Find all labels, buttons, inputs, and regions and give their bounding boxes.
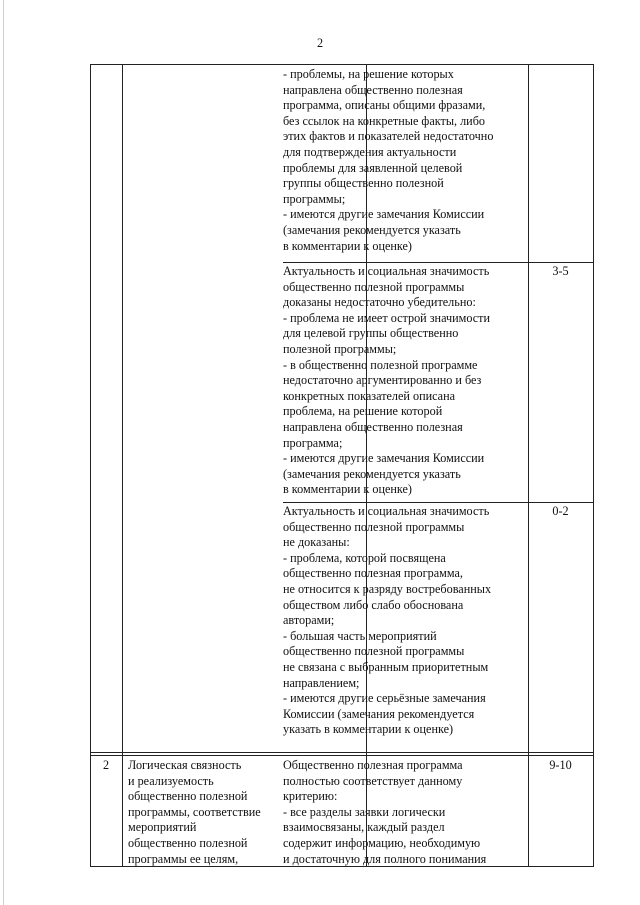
description-text: Общественно полезная программа полностью соответствует данному критерию: - все разделы заявки логически взаимосвязаны, каждый раздел содержит информацию, необходимую и достаточную для полного понимания xyxy=(283,758,487,866)
description-text: Актуальность и социальная значимость общественно полезной программы доказаны недостаточно убедительно: - проблема не имеет острой значимости для целевой группы общественно полезной программы; - в общественно полезной программе недостаточно аргументированно и без конкретных показателей описана проблема, на решение которой направлена общественно полезная программа; - имеются другие замечания Комиссии (замечания рекомендуется указать в комментарии к оценке) xyxy=(283,264,491,497)
row-number: 2 xyxy=(102,758,110,772)
description-text: - проблемы, на решение которых направлена общественно полезная программа, описаны общими фразами, без ссылок на конкретные факты, либо этих фактов и показателей недостаточно для подтверждения актуальности проблемы для заявленной целевой группы общественно полезной программы; - имеются другие замечания Комиссии (замечания рекомендуется указать в комментарии к оценке) xyxy=(283,67,494,253)
table-row xyxy=(90,752,593,867)
table-row xyxy=(90,64,593,262)
score-range: 9-10 xyxy=(549,758,572,772)
table-row xyxy=(90,262,593,502)
score-range: 0-2 xyxy=(552,504,569,518)
criterion-text: Логическая связность и реализуемость общественно полезной программы, соответствие мероприятий общественно полезной программы ее целям, xyxy=(128,758,261,866)
score-range: 3-5 xyxy=(552,264,569,278)
scan-edge-left xyxy=(3,0,4,905)
page-number: 2 xyxy=(316,36,324,50)
table-row xyxy=(90,502,593,752)
description-text: Актуальность и социальная значимость общественно полезной программы не доказаны: - проблема, которой посвящена общественно полезная программа, не относится к разряду востребованных обществом либо слабо обоснована авторами; - большая часть мероприятий общественно полезной программы не связана с выбранным приоритетным направлением; - имеются другие серьёзные замечания Комиссии (замечания рекомендуется указать в комментарии к оценке) xyxy=(283,504,492,737)
criteria-table xyxy=(90,64,593,867)
